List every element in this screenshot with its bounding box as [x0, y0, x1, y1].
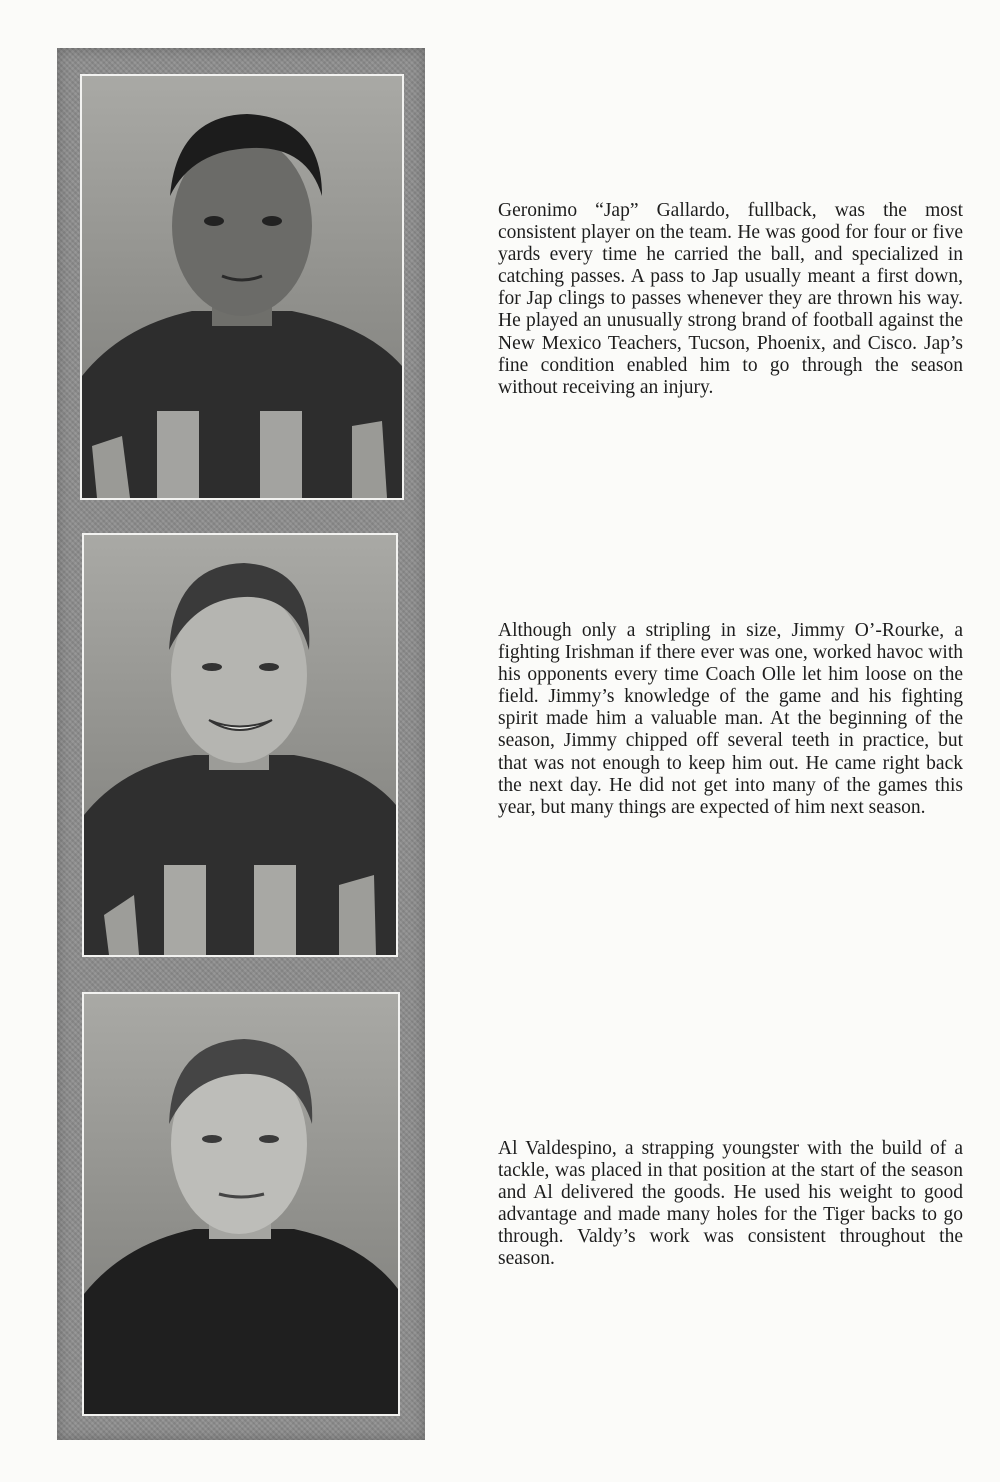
player-bio-valdespino: Al Valdespino, a strapping youngster with the build of a tackle, was placed in that position at the start of the season and Al delivered the goods. He used his weight to good advantage and made many holes for the Tiger backs to go through. Valdy’s work was consistent throughout the season. [498, 1138, 963, 1270]
player-photo-valdespino [82, 992, 400, 1416]
player-bio-orourke: Although only a stripling in size, Jimmy O’-Rourke, a fighting Irishman if there ever was one, worked havoc with his opponents every time Coach Olle let him loose on the field. Jimmy’s knowledge of the game and his fighting spirit made him a valuable man. At the beginning of the season, Jimmy chipped off several teeth in practice, but that was not enough to keep him out. He came right back the next day. He did not get into many of the games this year, but many things are expected of him next season. [498, 620, 963, 818]
player-photo-gallardo [80, 74, 404, 500]
player-photo-orourke [82, 533, 398, 957]
player-bio-gallardo: Geronimo “Jap” Gallardo, fullback, was the most consistent player on the team. He was good for four or five yards every time he carried the ball, and specialized in catching passes. A pass to Jap usually meant a first down, for Jap clings to passes whenever they are thrown his way. He played an unusually strong brand of football against the New Mexico Teachers, Tucson, Phoenix, and Cisco. Jap’s fine condition enabled him to go through the season without receiving an injury. [498, 200, 963, 398]
